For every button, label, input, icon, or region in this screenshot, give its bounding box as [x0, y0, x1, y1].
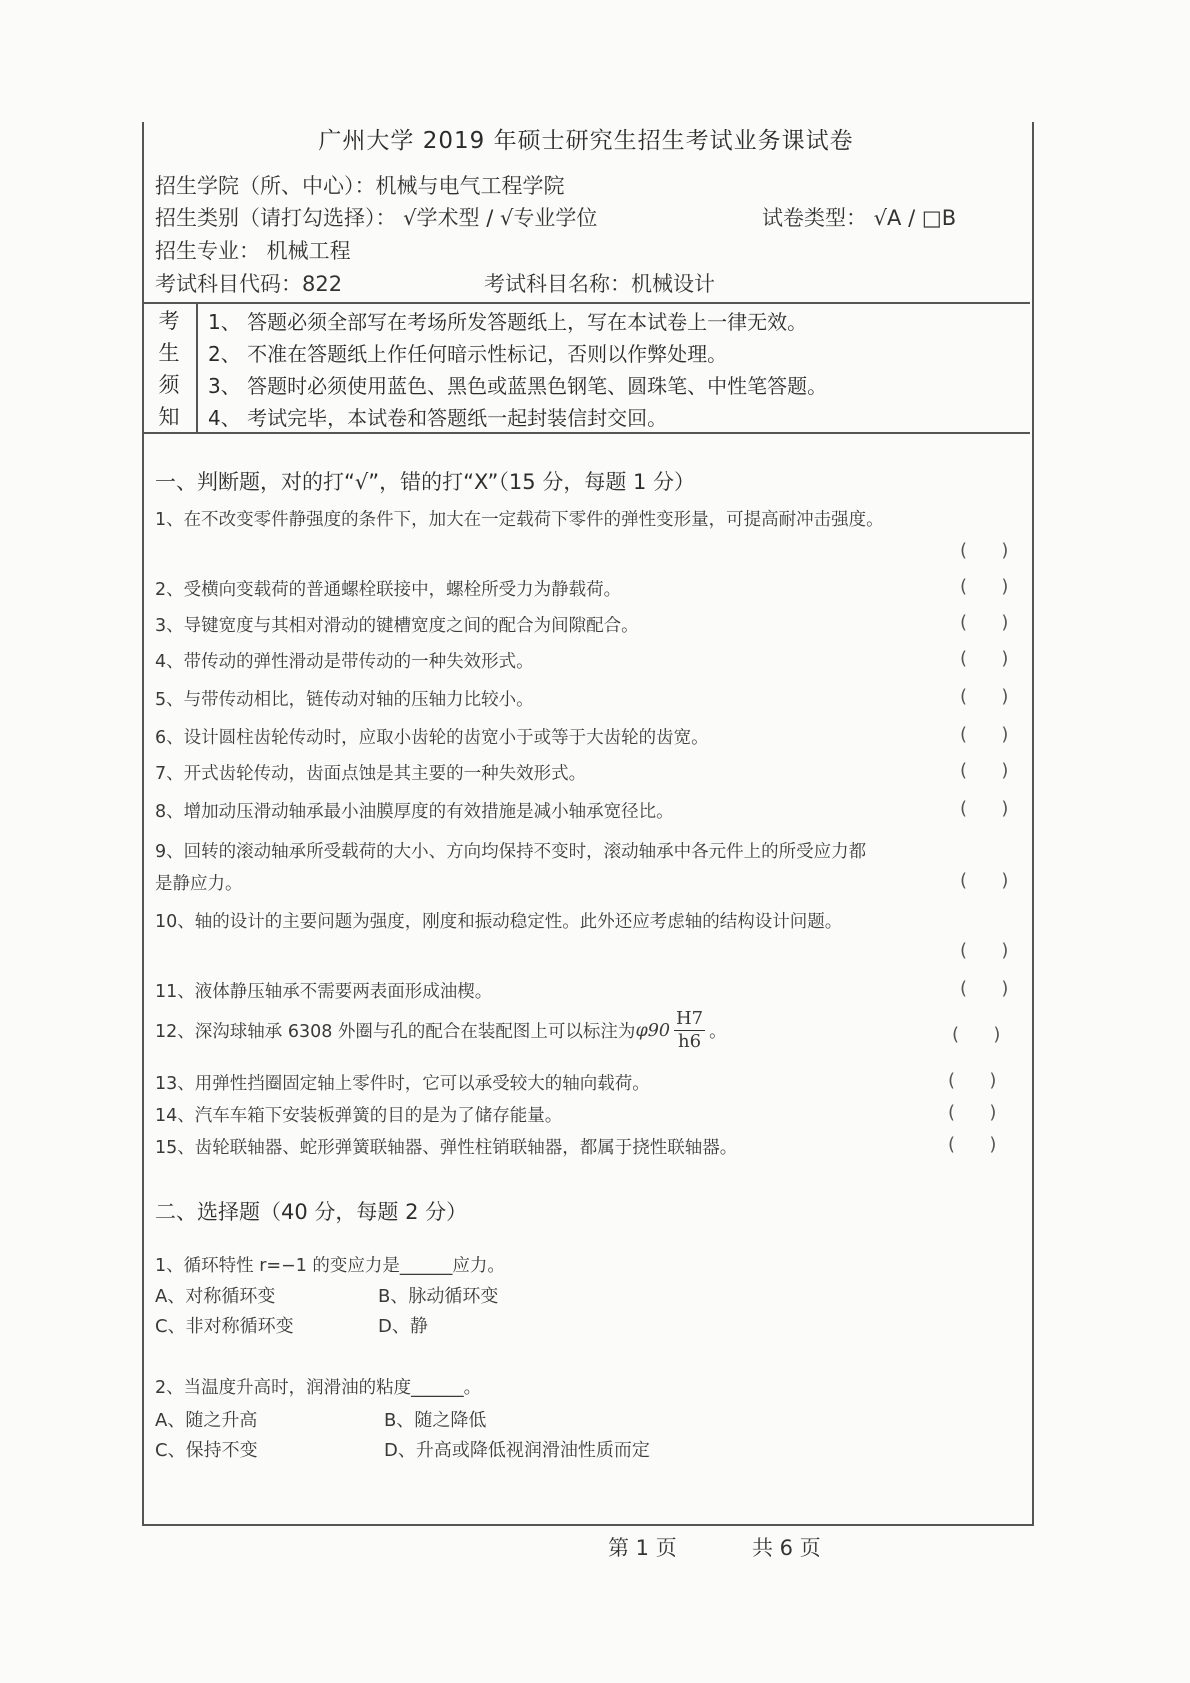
question-tf-11: 11、液体静压轴承不需要两表面形成油楔。 — [155, 982, 493, 1002]
section2-heading: 二、选择题（40 分，每题 2 分） — [155, 1200, 468, 1224]
page-total: 共 6 页 — [752, 1536, 821, 1560]
answer-paren: ( ) — [948, 1070, 997, 1091]
notice-item: 3、 答题时必须使用蓝色、黑色或蓝黑色钢笔、圆珠笔、中性笔答题。 — [208, 374, 828, 398]
q12-fit-denominator: h6 — [678, 1031, 702, 1052]
question-tf-5: 5、与带传动相比，链传动对轴的压轴力比较小。 — [155, 690, 534, 710]
notice-head-char: 考 — [158, 309, 180, 333]
question-tf-7: 7、开式齿轮传动，齿面点蚀是其主要的一种失效形式。 — [155, 764, 587, 784]
question-tf-2: 2、受横向变载荷的普通螺栓联接中，螺栓所受力为静载荷。 — [155, 580, 622, 600]
option-a: A、随之升高 — [155, 1410, 258, 1431]
question-tf-13: 13、用弹性挡圈固定轴上零件时，它可以承受较大的轴向载荷。 — [155, 1074, 650, 1094]
option-d: D、静 — [378, 1316, 428, 1337]
answer-paren: ( ) — [960, 978, 1009, 999]
answer-paren: ( ) — [960, 648, 1009, 669]
header-college: 招生学院（所、中心）：机械与电气工程学院 — [155, 174, 565, 198]
page-number: 第 1 页 — [608, 1536, 677, 1560]
q12-fit-numerator: H7 — [675, 1008, 704, 1029]
answer-paren: ( ) — [948, 1134, 997, 1155]
header-code: 考试科目代码：822 — [155, 272, 343, 296]
question-tf-10: 10、轴的设计的主要问题为强度，刚度和振动稳定性。此外还应考虑轴的结构设计问题。 — [155, 912, 843, 932]
header-major: 招生专业： 机械工程 — [155, 239, 351, 263]
answer-paren: ( ) — [960, 576, 1009, 597]
answer-paren: ( ) — [960, 540, 1009, 561]
option-a: A、对称循环变 — [155, 1286, 276, 1307]
question-tf-12 — [155, 1008, 727, 1053]
notice-head-char: 须 — [158, 373, 180, 397]
question-mc-2: 2、当温度升高时，润滑油的粘度______。 — [155, 1378, 482, 1398]
question-tf-14: 14、汽车车箱下安装板弹簧的目的是为了储存能量。 — [155, 1106, 563, 1126]
answer-paren: ( ) — [948, 1102, 997, 1123]
q12-phi: φ90 — [635, 1020, 670, 1041]
question-tf-9-cont: 是静应力。 — [155, 874, 243, 894]
header-subject: 考试科目名称：机械设计 — [484, 272, 715, 296]
answer-paren: ( ) — [960, 612, 1009, 633]
question-tf-1: 1、在不改变零件静强度的条件下，加大在一定载荷下零件的弹性变形量，可提高耐冲击强度。 — [155, 510, 884, 530]
option-c: C、保持不变 — [155, 1440, 258, 1461]
notice-heading — [142, 304, 198, 432]
header-category: 招生类别（请打勾选择）： √学术型 / √专业学位 — [155, 206, 598, 230]
question-tf-9: 9、回转的滚动轴承所受载荷的大小、方向均保持不变时，滚动轴承中各元件上的所受应力都 — [155, 842, 867, 862]
notice-box — [142, 304, 1030, 432]
question-tf-12-text: 12、深沟球轴承 6308 外圈与孔的配合在装配图上可以标注为 — [155, 1022, 636, 1042]
option-c: C、非对称循环变 — [155, 1316, 294, 1337]
question-mc-1: 1、循环特性 r=−1 的变应力是______应力。 — [155, 1256, 505, 1276]
answer-paren: ( ) — [960, 940, 1009, 961]
notice-item: 1、 答题必须全部写在考场所发答题纸上，写在本试卷上一律无效。 — [208, 310, 808, 334]
notice-head-char: 知 — [158, 405, 180, 429]
answer-paren: ( ) — [960, 798, 1009, 819]
exam-title: 广州大学 2019 年硕士研究生招生考试业务课试卷 — [318, 128, 854, 154]
option-d: D、升高或降低视润滑油性质而定 — [384, 1440, 650, 1461]
notice-items — [208, 306, 1028, 434]
answer-paren: ( ) — [960, 760, 1009, 781]
header-paper-type: 试卷类型： √A / □B — [762, 206, 957, 230]
section1-heading: 一、判断题，对的打“√”，错的打“X”（15 分，每题 1 分） — [155, 470, 696, 494]
answer-paren: ( ) — [960, 870, 1009, 891]
notice-bottom-line — [142, 432, 1030, 434]
question-tf-8: 8、增加动压滑动轴承最小油膜厚度的有效措施是减小轴承宽径比。 — [155, 802, 674, 822]
q12-end: 。 — [709, 1022, 727, 1042]
notice-item: 4、 考试完毕，本试卷和答题纸一起封装信封交回。 — [208, 406, 668, 430]
question-tf-6: 6、设计圆柱齿轮传动时，应取小齿轮的齿宽小于或等于大齿轮的齿宽。 — [155, 728, 709, 748]
option-b: B、脉动循环变 — [378, 1286, 499, 1307]
answer-paren: ( ) — [960, 686, 1009, 707]
question-tf-4: 4、带传动的弹性滑动是带传动的一种失效形式。 — [155, 652, 534, 672]
q12-fit-fraction — [674, 1008, 705, 1053]
notice-head-char: 生 — [158, 341, 180, 365]
notice-item: 2、 不准在答题纸上作任何暗示性标记，否则以作弊处理。 — [208, 342, 728, 366]
question-tf-15: 15、齿轮联轴器、蛇形弹簧联轴器、弹性柱销联轴器，都属于挠性联轴器。 — [155, 1138, 738, 1158]
question-tf-3: 3、导键宽度与其相对滑动的键槽宽度之间的配合为间隙配合。 — [155, 616, 639, 636]
option-b: B、随之降低 — [384, 1410, 487, 1431]
answer-paren: ( ) — [960, 724, 1009, 745]
answer-paren: ( ) — [952, 1024, 1001, 1045]
